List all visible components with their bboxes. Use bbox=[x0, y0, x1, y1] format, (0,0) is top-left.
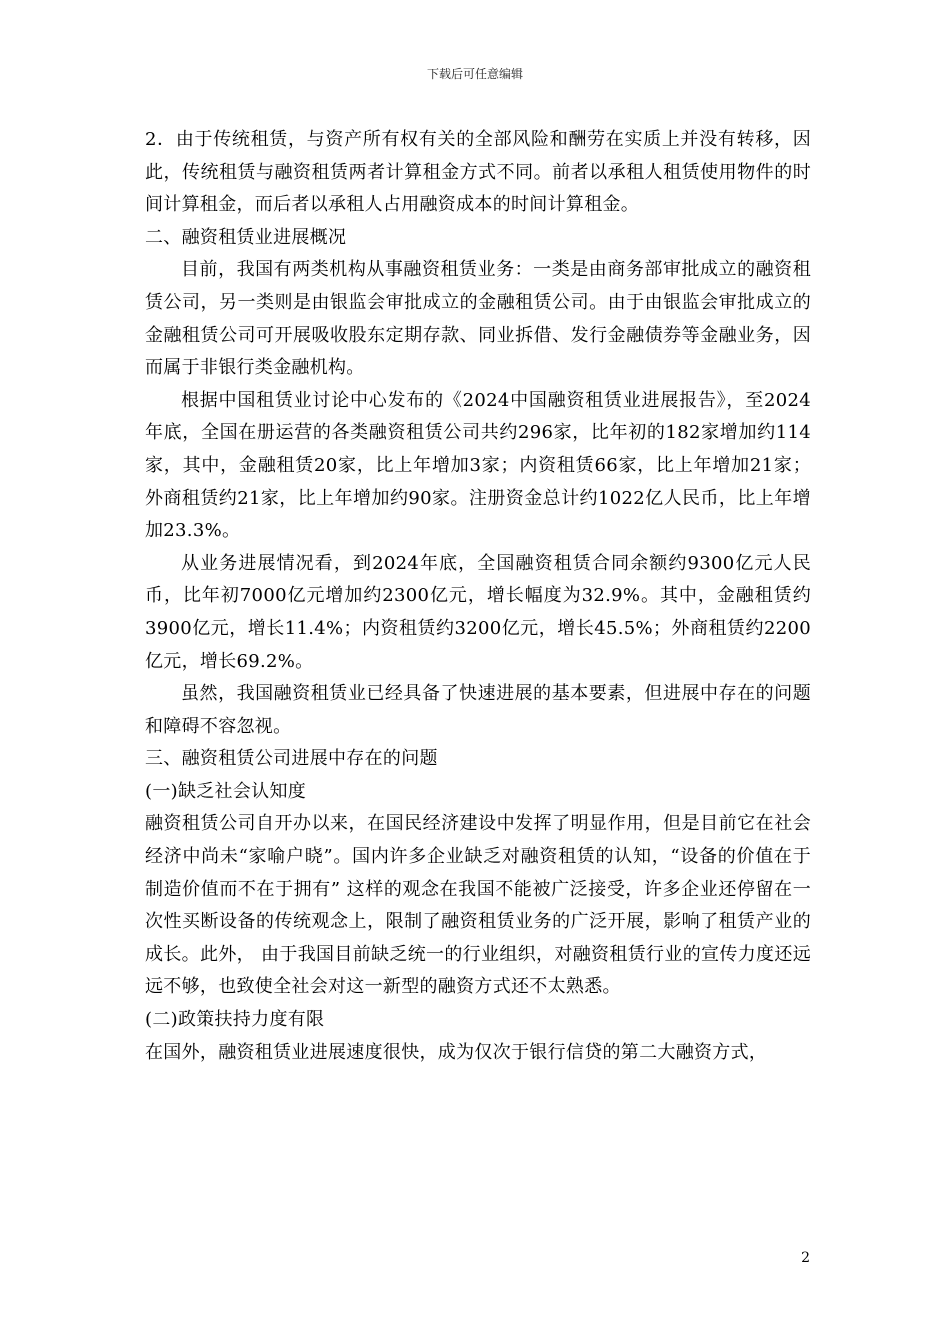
page-header: 下载后可任意编辑 bbox=[426, 67, 523, 81]
paragraph-two-types-institutions: 目前，我国有两类机构从事融资租赁业务：一类是由商务部审批成立的融资租赁公司，另一类则是由银监会审批成立的金融租赁公司。由于由银监会审批成立的金融租赁公司可开展吸收股东定期存款、同业拆借、发行金融债券等金融业务，因而属于非银行类金融机构。 bbox=[145, 259, 811, 379]
subheading-lack-of-awareness: (一)缺乏社会认知度 bbox=[145, 780, 307, 802]
section-heading-problems: 三、融资租赁公司进展中存在的问题 bbox=[145, 748, 438, 770]
subheading-policy-support: (二)政策扶持力度有限 bbox=[145, 1009, 325, 1031]
section-heading-overview: 二、融资租赁业进展概况 bbox=[145, 226, 347, 248]
paragraph-business-progress: 从业务进展情况看，到2024年底，全国融资租赁合同余额约9300亿元人民币，比年初7000亿元增加约2300亿元，增长幅度为32.9%。其中，金融租赁约3900亿元，增长11.4%；内资租赁约3200亿元，增长45.5%；外商租赁约2200亿元，增长69.2%。 bbox=[145, 552, 811, 672]
paragraph-problems-intro: 虽然，我国融资租赁业已经具备了快速进展的基本要素，但进展中存在的问题和障碍不容忽视。 bbox=[145, 683, 811, 737]
paragraph-lack-of-awareness: 融资租赁公司自开办以来，在国民经济建设中发挥了明显作用，但是目前它在社会经济中尚未“家喻户晓”。国内许多企业缺乏对融资租赁的认知，“设备的价值在于制造价值而不在于拥有” 这样的观念在我国不能被广泛接受，许多企业还停留在一次性买断设备的传统观念上，限制了融资租赁业务的广泛开展，影响了租赁产业的成长。此外， 由于我国目前缺乏统一的行业组织，对融资租赁行业的宣传力度还远远不够，也致使全社会对这一新型的融资方式还不太熟悉。 bbox=[145, 813, 811, 998]
paragraph-report-statistics: 根据中国租赁业讨论中心发布的《2024中国融资租赁业进展报告》，至2024年底，全国在册运营的各类融资租赁公司共约296家，比年初的182家增加约114家，其中，金融租赁20家，比上年增加3家；内资租赁66家，比上年增加21家；外商租赁约21家，比上年增加约90家。注册资金总计约1022亿人民币，比上年增加23.3%。 bbox=[145, 389, 812, 542]
page-number: 2 bbox=[801, 1250, 810, 1266]
document-body bbox=[145, 124, 811, 1069]
paragraph-policy-support: 在国外，融资租赁业进展速度很快，成为仅次于银行信贷的第二大融资方式， bbox=[145, 1041, 768, 1063]
paragraph-traditional-lease-rent: 2．由于传统租赁，与资产所有权有关的全部风险和酬劳在实质上并没有转移，因此，传统租赁与融资租赁两者计算租金方式不同。前者以承租人租赁使用物件的时间计算租金，而后者以承租人占用融资成本的时间计算租金。 bbox=[145, 129, 811, 216]
